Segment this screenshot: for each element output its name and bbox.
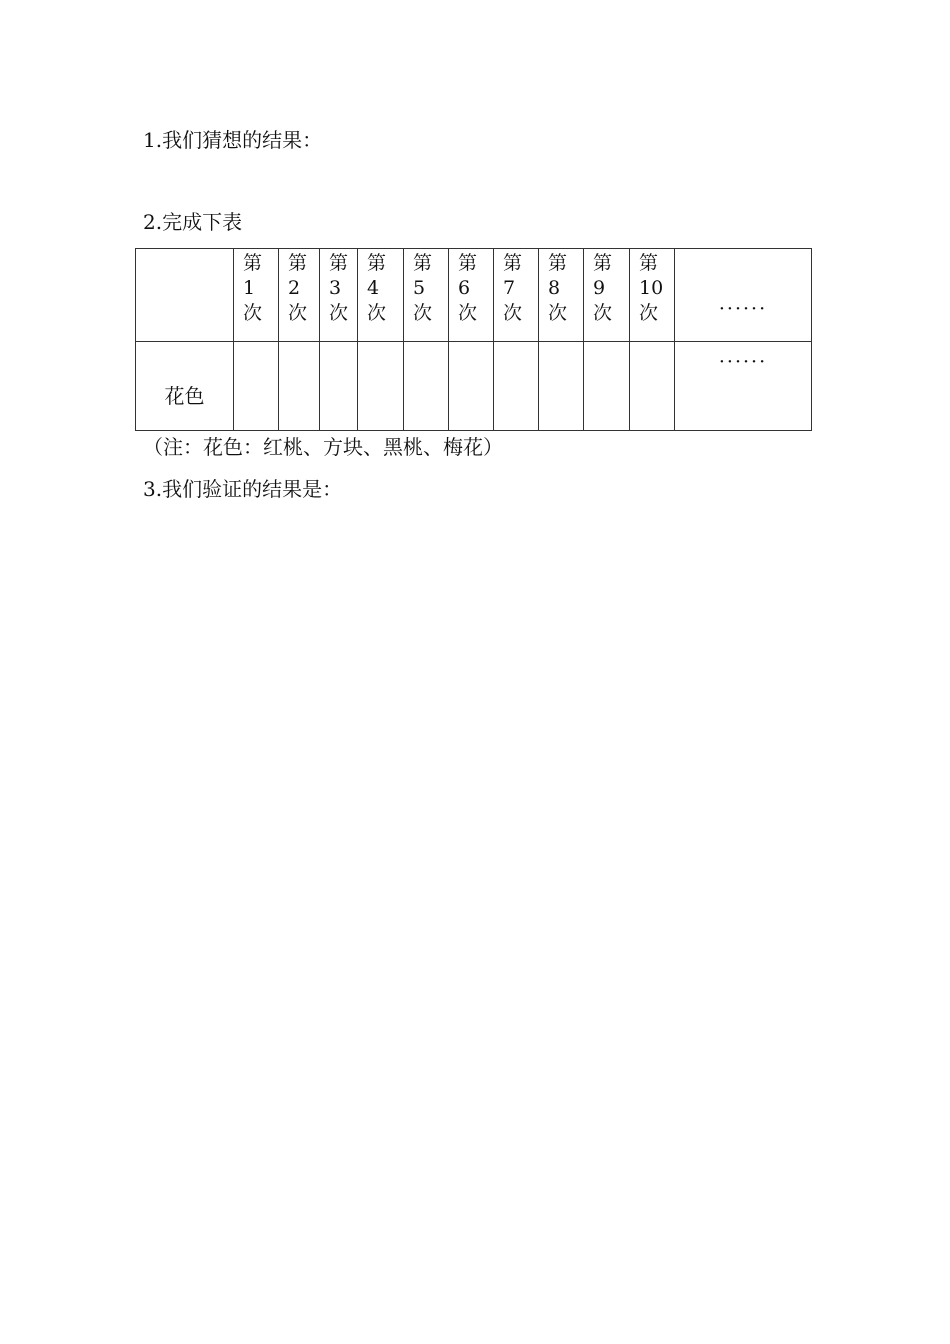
trial-header-4 [358, 249, 404, 342]
trial-label: 第 8 次 [548, 252, 568, 324]
question-1: 1.我们猜想的结果： [143, 128, 323, 152]
trial-label: 第 5 次 [413, 252, 433, 324]
trial-header-6 [449, 249, 494, 342]
table-header-row [136, 249, 812, 342]
trial-suit-cell-9[interactable] [584, 342, 630, 431]
trial-suit-cell-3[interactable] [320, 342, 358, 431]
suit-note: （注：花色：红桃、方块、黑桃、梅花） [143, 435, 503, 459]
trial-suit-cell-8[interactable] [539, 342, 584, 431]
trial-header-7 [494, 249, 539, 342]
trial-label: 第 6 次 [458, 252, 478, 324]
trial-label: 第 2 次 [288, 252, 308, 324]
ellipsis-text: ······ [718, 351, 768, 373]
suit-row-label: 花色 [164, 384, 205, 408]
more-trials-header [675, 249, 812, 342]
trial-header-1 [234, 249, 279, 342]
trial-header-8 [539, 249, 584, 342]
trial-header-9 [584, 249, 630, 342]
trial-suit-cell-5[interactable] [404, 342, 449, 431]
ellipsis-text: ······ [718, 298, 768, 320]
trial-suit-cell-10[interactable] [630, 342, 675, 431]
more-trials-cell [675, 342, 812, 431]
trial-suit-cell-6[interactable] [449, 342, 494, 431]
trial-suit-cell-1[interactable] [234, 342, 279, 431]
trial-header-5 [404, 249, 449, 342]
trial-header-3 [320, 249, 358, 342]
suit-row-label-cell [136, 342, 234, 431]
trial-label: 第 4 次 [367, 252, 387, 324]
trial-suit-cell-4[interactable] [358, 342, 404, 431]
trial-label: 第 9 次 [593, 252, 613, 324]
trial-suit-cell-7[interactable] [494, 342, 539, 431]
corner-cell [136, 249, 234, 342]
suit-row [136, 342, 812, 431]
trial-label: 第 10 次 [639, 252, 664, 324]
trial-label: 第 1 次 [243, 252, 263, 324]
trial-header-2 [279, 249, 320, 342]
trial-suit-cell-2[interactable] [279, 342, 320, 431]
suit-tally-table [135, 248, 812, 431]
question-2: 2.完成下表 [143, 210, 243, 234]
trial-label: 第 3 次 [329, 252, 349, 324]
question-3: 3.我们验证的结果是： [143, 477, 343, 501]
trial-label: 第 7 次 [503, 252, 523, 324]
trial-header-10 [630, 249, 675, 342]
